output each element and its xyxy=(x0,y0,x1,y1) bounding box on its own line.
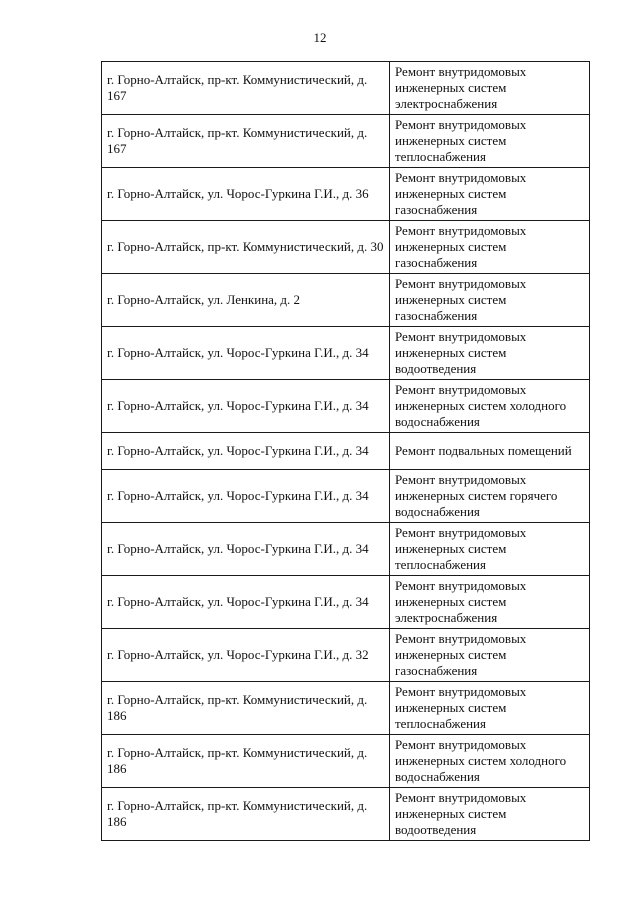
table-row xyxy=(102,62,590,115)
work-cell: Ремонт подвальных помещений xyxy=(390,433,590,470)
table-row xyxy=(102,629,590,682)
work-cell: Ремонт внутридомовых инженерных систем газоснабжения xyxy=(390,274,590,327)
table-row xyxy=(102,682,590,735)
address-cell: г. Горно-Алтайск, пр-кт. Коммунистический, д. 186 xyxy=(102,682,390,735)
address-cell: г. Горно-Алтайск, ул. Чорос-Гуркина Г.И., д. 34 xyxy=(102,576,390,629)
work-cell: Ремонт внутридомовых инженерных систем холодного водоснабжения xyxy=(390,735,590,788)
work-cell: Ремонт внутридомовых инженерных систем теплоснабжения xyxy=(390,682,590,735)
address-cell: г. Горно-Алтайск, пр-кт. Коммунистический, д. 186 xyxy=(102,735,390,788)
table-row xyxy=(102,576,590,629)
address-cell: г. Горно-Алтайск, ул. Чорос-Гуркина Г.И., д. 36 xyxy=(102,168,390,221)
address-cell: г. Горно-Алтайск, пр-кт. Коммунистический, д. 167 xyxy=(102,62,390,115)
table-row xyxy=(102,221,590,274)
work-cell: Ремонт внутридомовых инженерных систем водоотведения xyxy=(390,327,590,380)
table-row xyxy=(102,433,590,470)
table-row xyxy=(102,327,590,380)
work-cell: Ремонт внутридомовых инженерных систем электроснабжения xyxy=(390,576,590,629)
address-cell: г. Горно-Алтайск, ул. Ленкина, д. 2 xyxy=(102,274,390,327)
table-row xyxy=(102,470,590,523)
address-cell: г. Горно-Алтайск, ул. Чорос-Гуркина Г.И., д. 34 xyxy=(102,523,390,576)
work-cell: Ремонт внутридомовых инженерных систем горячего водоснабжения xyxy=(390,470,590,523)
table-row xyxy=(102,115,590,168)
address-cell: г. Горно-Алтайск, ул. Чорос-Гуркина Г.И., д. 34 xyxy=(102,470,390,523)
table-row xyxy=(102,735,590,788)
works-table-body xyxy=(102,62,590,841)
work-cell: Ремонт внутридомовых инженерных систем водоотведения xyxy=(390,788,590,841)
works-table xyxy=(101,61,590,841)
table-row xyxy=(102,523,590,576)
address-cell: г. Горно-Алтайск, ул. Чорос-Гуркина Г.И., д. 34 xyxy=(102,380,390,433)
address-cell: г. Горно-Алтайск, ул. Чорос-Гуркина Г.И., д. 34 xyxy=(102,327,390,380)
work-cell: Ремонт внутридомовых инженерных систем холодного водоснабжения xyxy=(390,380,590,433)
address-cell: г. Горно-Алтайск, ул. Чорос-Гуркина Г.И., д. 32 xyxy=(102,629,390,682)
work-cell: Ремонт внутридомовых инженерных систем газоснабжения xyxy=(390,629,590,682)
address-cell: г. Горно-Алтайск, пр-кт. Коммунистический, д. 186 xyxy=(102,788,390,841)
work-cell: Ремонт внутридомовых инженерных систем теплоснабжения xyxy=(390,115,590,168)
table-row xyxy=(102,168,590,221)
work-cell: Ремонт внутридомовых инженерных систем газоснабжения xyxy=(390,168,590,221)
address-cell: г. Горно-Алтайск, ул. Чорос-Гуркина Г.И., д. 34 xyxy=(102,433,390,470)
work-cell: Ремонт внутридомовых инженерных систем электроснабжения xyxy=(390,62,590,115)
table-row xyxy=(102,788,590,841)
address-cell: г. Горно-Алтайск, пр-кт. Коммунистический, д. 30 xyxy=(102,221,390,274)
address-cell: г. Горно-Алтайск, пр-кт. Коммунистический, д. 167 xyxy=(102,115,390,168)
table-row xyxy=(102,274,590,327)
page-number: 12 xyxy=(313,30,327,45)
work-cell: Ремонт внутридомовых инженерных систем теплоснабжения xyxy=(390,523,590,576)
table-row xyxy=(102,380,590,433)
work-cell: Ремонт внутридомовых инженерных систем газоснабжения xyxy=(390,221,590,274)
